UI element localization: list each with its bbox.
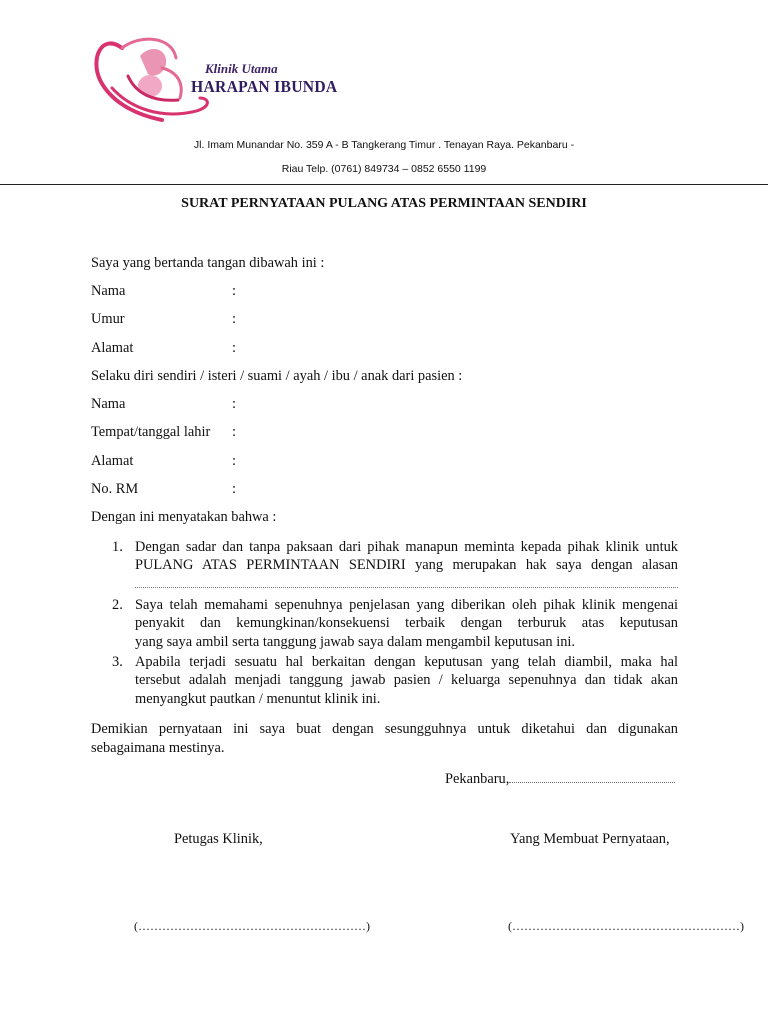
relation-text: Selaku diri sendiri / isteri / suami / ayah / ibu / anak dari pasien : [91, 368, 463, 384]
place-label: Pekanbaru, [445, 771, 510, 787]
field-colon: : [232, 481, 236, 497]
intro-text: Saya yang bertanda tangan dibawah ini : [91, 255, 325, 271]
item-line: PULANG ATAS PERMINTAAN SENDIRI yang merupakan hak saya dengan alasan [135, 557, 678, 573]
item-line: tersebut adalah menjadi tanggung jawab pasien / keluarga sepenuhnya dan tidak akan [135, 672, 678, 688]
field-label-alamat: Alamat [91, 340, 134, 356]
signature-blank-right: (…………………………………………………) [508, 919, 744, 933]
field-label-umur: Umur [91, 311, 125, 327]
closing-line: sebagaimana mestinya. [91, 740, 225, 756]
place-date-line [445, 769, 675, 788]
signature-label-right: Yang Membuat Pernyataan, [510, 831, 670, 847]
signature-label-left: Petugas Klinik, [174, 831, 263, 847]
field-label-nama: Nama [91, 283, 126, 299]
clinic-subtitle: Klinik Utama [205, 61, 278, 76]
field-colon: : [232, 453, 236, 469]
item-number: 1. [112, 539, 123, 555]
item-line: Dengan sadar dan tanpa paksaan dari pihak manapun meminta kepada pihak klinik untuk [135, 539, 678, 555]
document-title: SURAT PERNYATAAN PULANG ATAS PERMINTAAN SENDIRI [181, 196, 587, 211]
field-colon: : [232, 311, 236, 327]
item-line: menyangkut pautkan / menuntut klinik ini. [135, 691, 381, 707]
address-line-2: Riau Telp. (0761) 849734 – 0852 6550 1199 [281, 163, 487, 175]
field-label-ttl: Tempat/tanggal lahir [91, 424, 211, 440]
field-label-alamat-pasien: Alamat [91, 453, 134, 469]
statement-intro: Dengan ini menyatakan bahwa : [91, 509, 277, 525]
closing-line: Demikian pernyataan ini saya buat dengan sesungguhnya untuk diketahui dan digunakan [91, 721, 678, 737]
header-divider [0, 184, 768, 185]
item-number: 3. [112, 654, 123, 670]
item-line: penyakit dan kemungkinan/konsekuensi terbaik dengan terburuk atas keputusan [135, 615, 678, 631]
date-blank [509, 769, 675, 783]
reason-blank-line [135, 587, 678, 588]
item-line: yang saya ambil serta tanggung jawab saya dalam mengambil keputusan ini. [135, 634, 575, 650]
field-label-no-rm: No. RM [91, 481, 139, 497]
field-label-nama-pasien: Nama [91, 396, 126, 412]
field-colon: : [232, 340, 236, 356]
clinic-name: HARAPAN IBUNDA [191, 77, 338, 96]
item-number: 2. [112, 597, 123, 613]
address-line-1: Jl. Imam Munandar No. 359 A - B Tangkerang Timur . Tenayan Raya. Pekanbaru - [193, 139, 575, 151]
field-colon: : [232, 283, 236, 299]
item-line: Saya telah memahami sepenuhnya penjelasan yang diberikan oleh pihak klinik mengenai [135, 597, 678, 613]
field-colon: : [232, 424, 236, 440]
field-colon: : [232, 396, 236, 412]
signature-blank-left: (…………………………………………………) [134, 919, 370, 933]
item-line: Apabila terjadi sesuatu hal berkaitan dengan keputusan yang telah diambil, maka hal [135, 654, 678, 670]
